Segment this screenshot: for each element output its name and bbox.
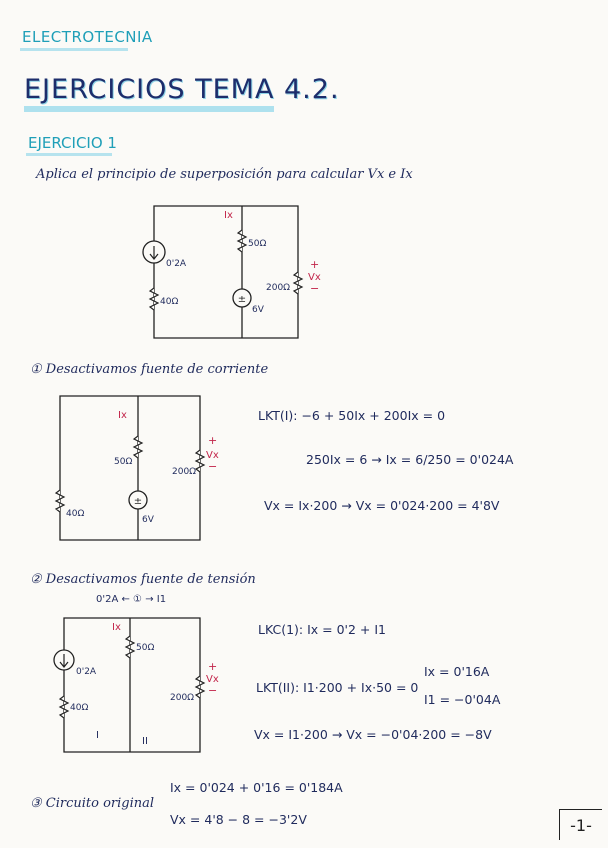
page-title: EJERCICIOS TEMA 4.2. <box>24 74 340 105</box>
label-current-src: 0'2A <box>166 259 187 269</box>
resistor-200-icon <box>196 676 204 698</box>
label-r200: 200Ω <box>266 283 291 293</box>
svg-text:50Ω: 50Ω <box>114 457 133 467</box>
svg-text:40Ω: 40Ω <box>66 509 85 519</box>
svg-text:±: ± <box>133 496 143 507</box>
circuit-step2 <box>50 610 230 760</box>
label-r50: 50Ω <box>248 239 267 249</box>
subject-label: ELECTROTECNIA <box>22 28 153 46</box>
label-plus: + <box>310 258 320 271</box>
step2-solution-ix: Ix = 0'16A <box>424 664 490 679</box>
svg-text:+: + <box>208 660 218 673</box>
subject-underline <box>20 48 128 51</box>
label-v6: 6V <box>252 305 264 315</box>
resistor-50-icon <box>126 636 134 658</box>
title-highlight <box>24 106 274 112</box>
svg-text:Ix: Ix <box>112 622 121 633</box>
svg-text:200Ω: 200Ω <box>170 693 195 703</box>
svg-text:I: I <box>96 730 99 741</box>
step2-current-arrows: 0'2A ← ① → I1 <box>96 594 167 605</box>
exercise-statement: Aplica el principio de superposición para calcular Vx e Ix <box>36 167 413 182</box>
step1-equation-3: Vx = Ix·200 → Vx = 0'024·200 = 4'8V <box>264 498 500 513</box>
step3-result-vx: Vx = 4'8 − 8 = −3'2V <box>170 812 307 827</box>
label-minus: − <box>310 282 320 295</box>
current-source-icon <box>54 650 74 670</box>
svg-text:Vx: Vx <box>206 674 219 685</box>
svg-text:200Ω: 200Ω <box>172 467 197 477</box>
svg-text:Vx: Vx <box>206 450 219 461</box>
label-vx: Vx <box>308 272 321 283</box>
step1-equation-1: LKT(I): −6 + 50Ix + 200Ix = 0 <box>258 408 446 423</box>
resistor-50-icon <box>134 436 142 458</box>
resistor-200-icon <box>196 450 204 472</box>
svg-text:40Ω: 40Ω <box>70 703 89 713</box>
svg-text:−: − <box>208 460 218 473</box>
circuit-original <box>130 200 350 350</box>
step1-heading: ① Desactivamos fuente de corriente <box>30 362 269 377</box>
resistor-40-icon <box>150 288 158 310</box>
svg-text:50Ω: 50Ω <box>136 643 155 653</box>
step2-equation-3: Vx = I1·200 → Vx = −0'04·200 = −8V <box>254 727 492 742</box>
page-number: -1- <box>559 809 602 840</box>
step1-equation-2: 250Ix = 6 → Ix = 6/250 = 0'024A <box>306 452 514 467</box>
voltage-source-icon <box>233 289 251 307</box>
step2-heading: ② Desactivamos fuente de tensión <box>30 572 256 587</box>
label-ix: Ix <box>224 210 233 221</box>
svg-text:6V: 6V <box>142 515 154 525</box>
step2-equation-2: LKT(II): I1·200 + Ix·50 = 0 <box>256 680 419 695</box>
resistor-40-icon <box>56 490 64 512</box>
svg-text:−: − <box>208 684 218 697</box>
step2-solution-i1: I1 = −0'04A <box>424 692 501 707</box>
current-source-icon <box>143 241 165 263</box>
svg-text:+: + <box>208 434 218 447</box>
label-r40: 40Ω <box>160 297 179 307</box>
voltage-source-icon <box>129 491 147 509</box>
exercise-underline <box>26 153 112 156</box>
svg-text:II: II <box>142 736 148 747</box>
step2-equation-1: LKC(1): Ix = 0'2 + I1 <box>258 622 387 637</box>
step3-heading: ③ Circuito original <box>30 796 155 811</box>
resistor-200-icon <box>294 272 302 294</box>
svg-text:Ix: Ix <box>118 410 127 421</box>
resistor-40-icon <box>60 696 68 718</box>
svg-text:0'2A: 0'2A <box>76 667 97 677</box>
svg-text:±: ± <box>237 294 247 305</box>
resistor-50-icon <box>238 230 246 252</box>
circuit-step1 <box>50 388 230 548</box>
exercise-label: EJERCICIO 1 <box>28 134 117 152</box>
step3-result-ix: Ix = 0'024 + 0'16 = 0'184A <box>170 780 343 795</box>
